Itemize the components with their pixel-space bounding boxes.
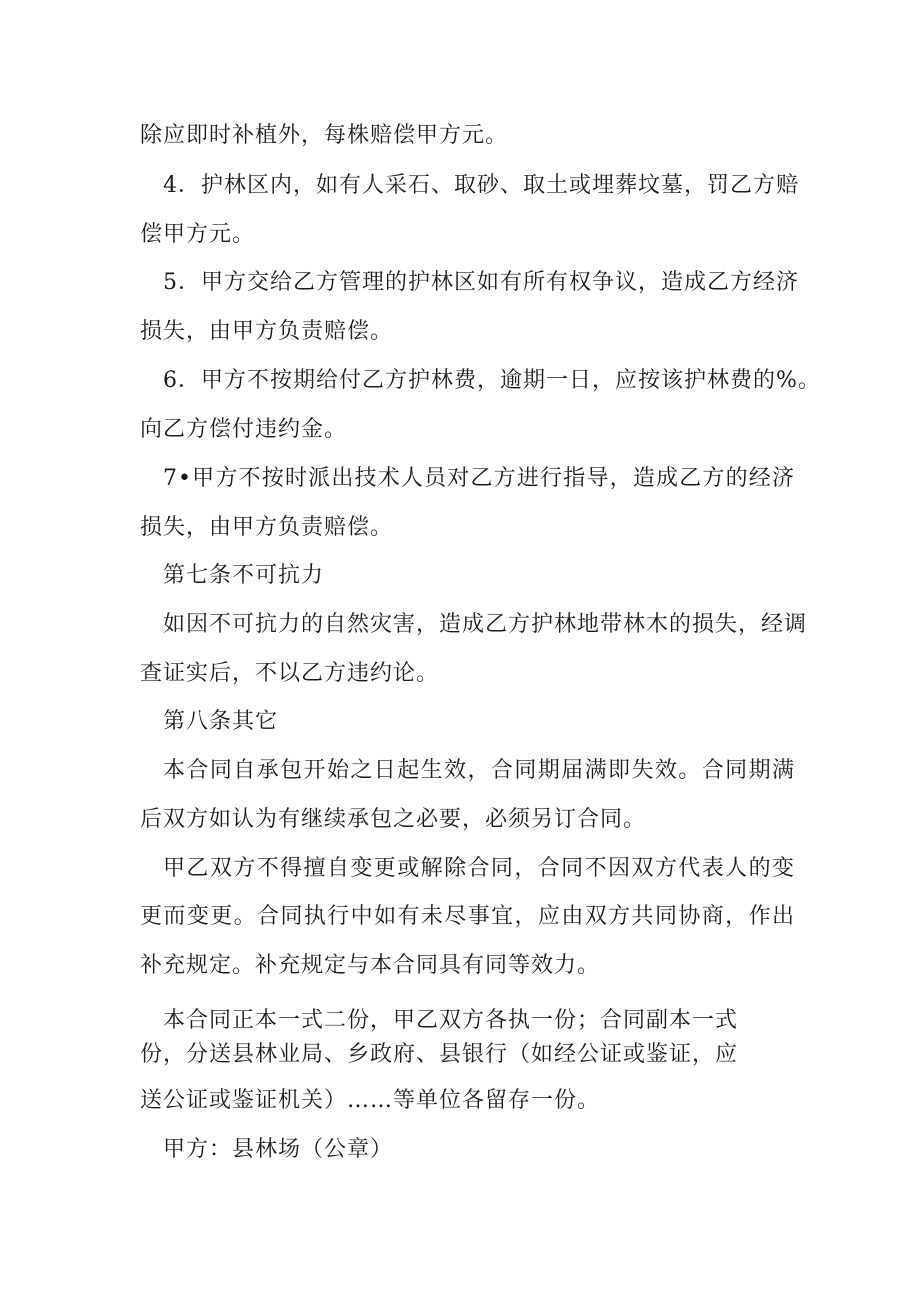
- text-line: 甲乙双方不得擅自变更或解除合同，合同不因双方代表人的变: [163, 856, 795, 881]
- text-line: 4．护林区内，如有人采石、取砂、取土或埋葬坟墓，罚乙方赔: [163, 173, 799, 198]
- text-line: 查证实后，不以乙方违约论。: [140, 661, 440, 686]
- text-line: 如因不可抗力的自然灾害，造成乙方护林地带林木的损失，经调: [163, 612, 808, 637]
- text-line: 补充规定。补充规定与本合同具有同等效力。: [140, 953, 601, 978]
- text-line: 损失，由甲方负责赔偿。: [140, 319, 394, 344]
- text-line: 送公证或鉴证机关）……等单位各留存一份。: [140, 1088, 601, 1113]
- text-line: 5．甲方交给乙方管理的护林区如有所有权争议，造成乙方经济: [163, 270, 799, 295]
- text-line: 后双方如认为有继续承包之必要，必须另订合同。: [140, 807, 647, 832]
- section-heading: 第七条不可抗力: [163, 563, 325, 588]
- text-line: 本合同自承包开始之日起生效，合同期届满即失效。合同期满: [163, 758, 795, 783]
- text-line: 份，分送县林业局、乡政府、县银行（如经公证或鉴证，应: [140, 1042, 739, 1067]
- section-heading: 第八条其它: [163, 709, 279, 734]
- text-line: 损失，由甲方负责赔偿。: [140, 515, 394, 540]
- text-line: 除应即时补植外，每株赔偿甲方元。: [140, 123, 509, 148]
- text-line: 偿甲方元。: [140, 222, 256, 247]
- text-line: 更而变更。合同执行中如有未尽事宜，应由双方共同协商，作出: [140, 904, 795, 929]
- text-line: 本合同正本一式二份，甲乙双方各执一份；合同副本一式: [163, 1008, 739, 1033]
- text-line: 7•甲方不按时派出技术人员对乙方进行指导，造成乙方的经济: [163, 466, 795, 491]
- signature-line: 甲方：县林场（公章）: [163, 1137, 394, 1162]
- text-line: 6．甲方不按期给付乙方护林费，逾期一日，应按该护林费的%。: [163, 368, 821, 393]
- text-line: 向乙方偿付违约金。: [140, 417, 348, 442]
